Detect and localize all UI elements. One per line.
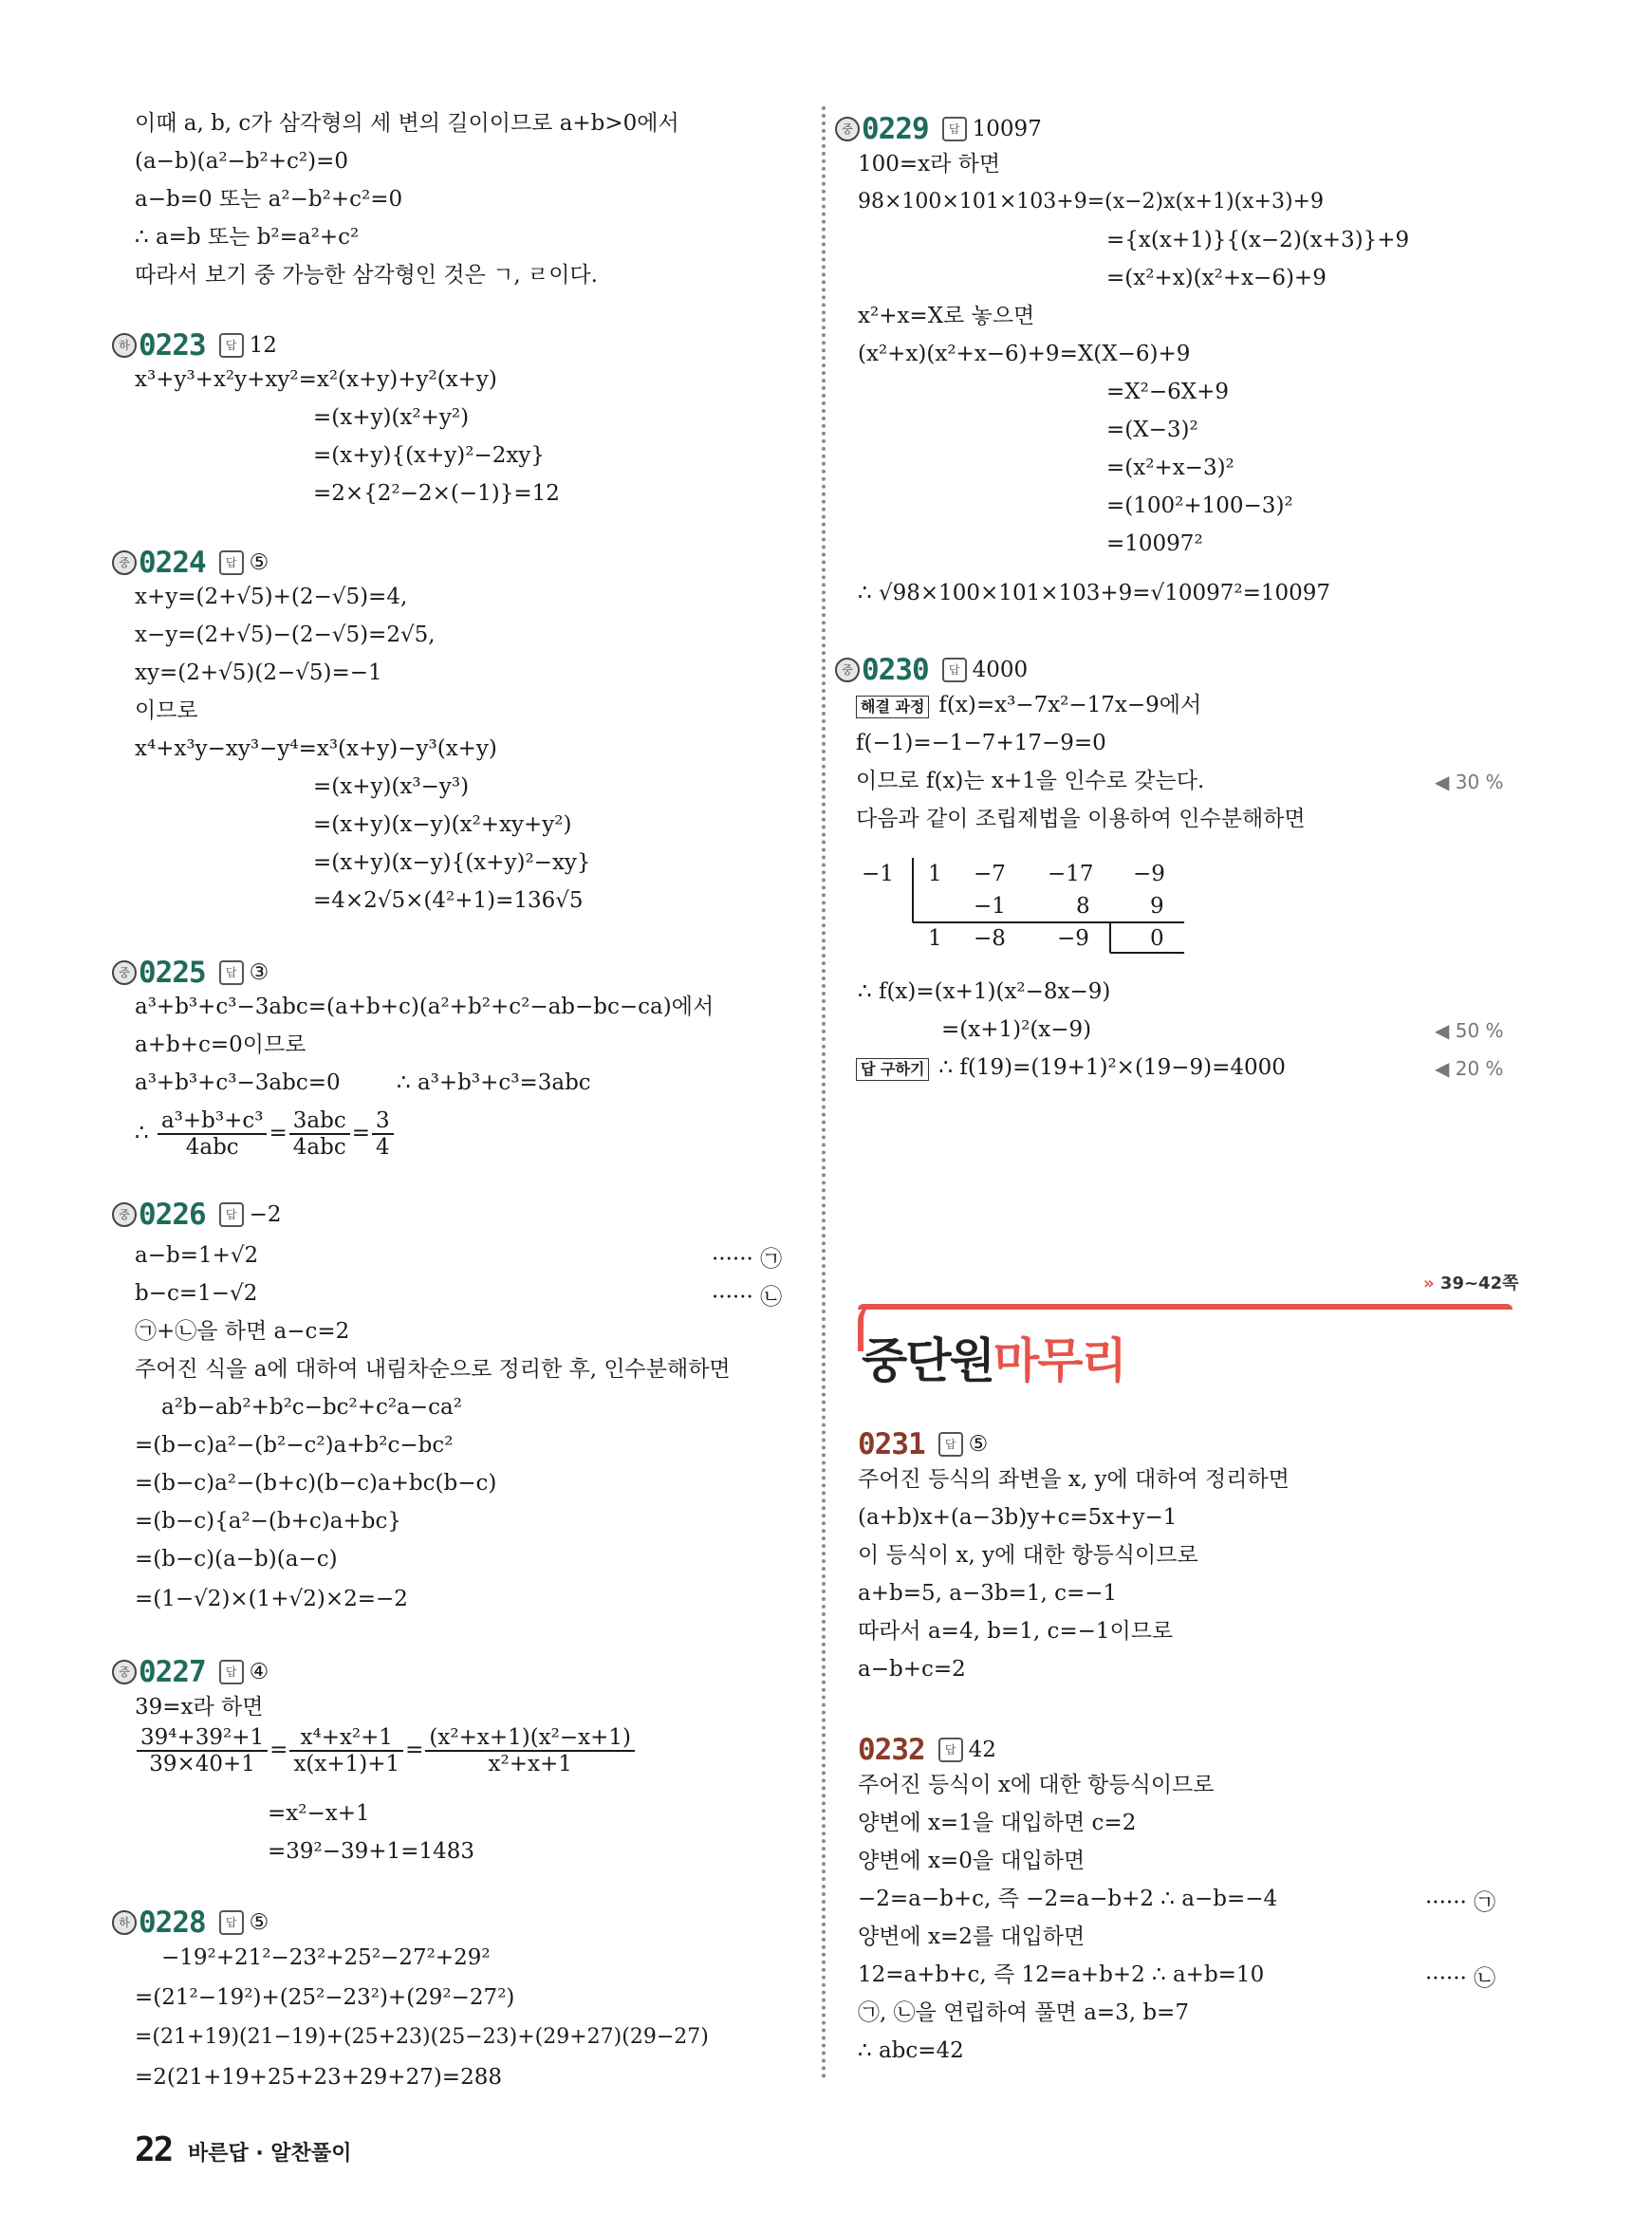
denominator: 4 [376, 1135, 390, 1160]
synthetic-cell: 9 [1150, 894, 1164, 919]
synthetic-division [862, 854, 1194, 958]
equation-ref: ······ ㉡ [1425, 1966, 1496, 1991]
section-title-part: 마무리 [993, 1333, 1125, 1388]
solution-line: 이므로 [135, 698, 198, 723]
answer-value: 12 [249, 333, 277, 358]
banner-line [858, 1304, 1513, 1310]
page-number: 22 [135, 2130, 173, 2169]
section-banner [858, 1296, 1513, 1388]
solution-line: =10097² [1106, 531, 1203, 556]
problem-number: 0230 [862, 653, 929, 687]
answer-value: 4000 [972, 658, 1029, 682]
solution-line: ∴ f(x)=(x+1)(x²−8x−9) [858, 979, 1111, 1004]
answer-icon: 답 [219, 550, 244, 575]
problem-header [112, 546, 269, 580]
synthetic-cell: −9 [1133, 862, 1165, 886]
solution-line: =(b−c)a²−(b+c)(b−c)a+bc(b−c) [135, 1471, 497, 1496]
answer-value: −2 [249, 1202, 282, 1227]
solution-line: 98×100×101×103+9=(x−2)x(x+1)(x+3)+9 [858, 190, 1324, 214]
solution-line: =(b−c)a²−(b²−c²)a+b²c−bc² [135, 1433, 454, 1458]
solution-line: =(1−√2)×(1+√2)×2=−2 [135, 1587, 408, 1611]
answer-icon: 답 [219, 333, 244, 358]
therefore-sign: ∴ [135, 1121, 149, 1145]
problem-header [858, 1733, 996, 1767]
level-icon: 중 [835, 117, 860, 141]
answer-value: ⑤ [249, 1910, 269, 1935]
score-percent: ◀ 20 % [1435, 1057, 1504, 1080]
solution-line: 주어진 등식의 좌변을 x, y에 대하여 정리하면 [858, 1467, 1290, 1492]
problem-number: 0226 [139, 1198, 206, 1232]
fraction [289, 1108, 350, 1160]
column-divider [822, 106, 826, 2080]
solution-line: 12=a+b+c, 즉 12=a+b+2 ∴ a+b=10 [858, 1962, 1265, 1987]
answer-value: 10097 [972, 117, 1042, 141]
problem-number: 0224 [139, 546, 206, 580]
solution-line: b−c=1−√2 [135, 1281, 258, 1306]
solution-line: a−b=1+√2 [135, 1243, 259, 1268]
problem-header [112, 328, 277, 363]
solution-line: x²+x=X로 놓으면 [858, 304, 1035, 328]
denominator: x²+x+1 [488, 1752, 572, 1776]
solution-line: =X²−6X+9 [1106, 380, 1230, 404]
intro-line: (a−b)(a²−b²+c²)=0 [135, 149, 349, 174]
solution-line: 양변에 x=1을 대입하면 c=2 [858, 1811, 1137, 1835]
intro-line: 이때 a, b, c가 삼각형의 세 변의 길이이므로 a+b>0에서 [135, 111, 679, 136]
solution-line: 주어진 식을 a에 대하여 내림차순으로 정리한 후, 인수분해하면 [135, 1357, 731, 1382]
problem-header [112, 956, 269, 990]
solution-line: −19²+21²−23²+25²−27²+29² [161, 1945, 491, 1970]
solution-line: =(x²+x)(x²+x−6)+9 [1106, 266, 1327, 290]
problem-header [835, 112, 1042, 146]
synthetic-cell: −1 [974, 894, 1006, 919]
double-chevron-icon: » [1423, 1274, 1435, 1293]
intro-line: ∴ a=b 또는 b²=a²+c² [135, 225, 360, 250]
solution-line: a+b+c=0이므로 [135, 1032, 306, 1057]
solution-line: 39=x라 하면 [135, 1695, 264, 1720]
fraction-line: ∴ $\frac{\text{a³+b³+c³}}{\text{4abc}}$ = $\frac{\text{3abc}}{\text{4abc}}$ = $\frac{3}{4}$ [135, 1108, 396, 1160]
equation-ref: ······ ㉠ [712, 1247, 783, 1272]
solution-line: a²b−ab²+b²c−bc²+c²a−ca² [161, 1395, 462, 1420]
solution-line: f(−1)=−1−7+17−9=0 [856, 731, 1106, 755]
equation-ref: ······ ㉡ [712, 1285, 783, 1310]
problem-header [112, 1198, 282, 1232]
fraction [137, 1725, 268, 1776]
solution-line: 주어진 등식이 x에 대한 항등식이므로 [858, 1773, 1215, 1797]
solution-text: f(x)=x³−7x²−17x−9에서 [938, 693, 1202, 717]
solution-line: a³+b³+c³−3abc=(a+b+c)(a²+b²+c²−ab−bc−ca)에서 [135, 995, 715, 1019]
solution-line: =2×{2²−2×(−1)}=12 [313, 481, 560, 506]
level-icon: 중 [835, 658, 860, 682]
solution-line: a+b=5, a−3b=1, c=−1 [858, 1581, 1118, 1606]
page-reference [1423, 1270, 1519, 1294]
answer-value: ③ [249, 960, 269, 985]
answer-icon: 답 [219, 1660, 244, 1684]
problem-number: 0227 [139, 1655, 206, 1689]
answer-value: ④ [249, 1660, 269, 1684]
synthetic-cell: 1 [928, 862, 942, 886]
synthetic-cell: 0 [1150, 926, 1164, 951]
solution-line: −2=a−b+c, 즉 −2=a−b+2 ∴ a−b=−4 [858, 1887, 1278, 1911]
solution-line: =(21+19)(21−19)+(25+23)(25−23)+(29+27)(29−27) [135, 2025, 709, 2049]
solution-line: a³+b³+c³−3abc=0 [135, 1070, 341, 1095]
denominator: 4abc [185, 1135, 239, 1160]
numerator: x⁴+x²+1 [289, 1725, 403, 1752]
numerator: 39⁴+39²+1 [137, 1725, 268, 1752]
solution-line: ㉠, ㉡을 연립하여 풀면 a=3, b=7 [858, 2000, 1189, 2025]
solution-line: 양변에 x=0을 대입하면 [858, 1849, 1086, 1873]
solution-line: x³+y³+x²y+xy²=x²(x+y)+y²(x+y) [135, 367, 497, 392]
solution-line: =(x+y){(x+y)²−2xy} [313, 443, 545, 468]
fraction [372, 1108, 394, 1160]
solution-line: =(b−c){a²−(b+c)a+bc} [135, 1509, 401, 1534]
solution-line: ∴ a³+b³+c³=3abc [397, 1070, 591, 1095]
step-tag: 해결 과정 [856, 696, 929, 718]
answer-icon: 답 [938, 1432, 963, 1457]
solution-line: 100=x라 하면 [858, 152, 1001, 177]
solution-line: =(x+y)(x²+y²) [313, 405, 470, 430]
solution-line [856, 691, 1201, 719]
level-icon: 하 [112, 333, 137, 358]
solution-line: =2(21+19+25+23+29+27)=288 [135, 2065, 502, 2090]
answer-value: ⑤ [968, 1432, 989, 1457]
page-reference-text: 39~42쪽 [1439, 1274, 1519, 1293]
solution-line: =(x²+x−3)² [1106, 456, 1234, 480]
level-icon: 중 [112, 550, 137, 575]
solution-text: ∴ f(19)=(19+1)²×(19−9)=4000 [938, 1055, 1286, 1080]
solution-line: 따라서 a=4, b=1, c=−1이므로 [858, 1619, 1174, 1644]
problem-number: 0228 [139, 1906, 206, 1940]
solution-line: 양변에 x=2를 대입하면 [858, 1925, 1086, 1949]
answer-value: 42 [968, 1738, 996, 1762]
solution-line: 이므로 f(x)는 x+1을 인수로 갖는다. [856, 769, 1205, 793]
answer-icon: 답 [219, 960, 244, 985]
denominator: x(x+1)+1 [293, 1752, 400, 1776]
solution-line: (a+b)x+(a−3b)y+c=5x+y−1 [858, 1505, 1178, 1530]
solution-line: ∴ √98×100×101×103+9=√10097²=10097 [858, 581, 1331, 605]
solution-line: x+y=(2+√5)+(2−√5)=4, [135, 585, 408, 609]
problem-number: 0223 [139, 328, 206, 363]
denominator: 4abc [292, 1135, 346, 1160]
level-icon: 중 [112, 960, 137, 985]
solution-line: x⁴+x³y−xy³−y⁴=x³(x+y)−y³(x+y) [135, 736, 497, 761]
answer-icon: 답 [219, 1910, 244, 1935]
solution-line: (x²+x)(x²+x−6)+9=X(X−6)+9 [858, 342, 1191, 366]
fraction [158, 1108, 268, 1160]
section-title [862, 1323, 1125, 1391]
solution-line: =(21²−19²)+(25²−23²)+(29²−27²) [135, 1985, 515, 2010]
synthetic-cell: −8 [974, 926, 1006, 951]
answer-icon: 답 [942, 658, 967, 682]
synthetic-root: −1 [862, 862, 894, 886]
numerator: 3 [372, 1108, 394, 1135]
problem-header [835, 653, 1028, 687]
intro-line: a−b=0 또는 a²−b²+c²=0 [135, 187, 403, 212]
solution-line: =(x+y)(x³−y³) [313, 774, 470, 799]
synthetic-cell: 8 [1076, 894, 1090, 919]
problem-number: 0232 [858, 1733, 925, 1767]
solution-line: =(x+1)²(x−9) [941, 1017, 1092, 1042]
solution-line: x−y=(2+√5)−(2−√5)=2√5, [135, 623, 436, 647]
numerator: 3abc [289, 1108, 350, 1135]
solution-line: ∴ abc=42 [858, 2038, 964, 2063]
solution-line: =(b−c)(a−b)(a−c) [135, 1547, 338, 1571]
equation-ref: ······ ㉠ [1425, 1890, 1496, 1915]
solution-line: ㉠+㉡을 하면 a−c=2 [135, 1319, 350, 1344]
level-icon: 중 [112, 1202, 137, 1227]
score-percent: ◀ 50 % [1435, 1019, 1504, 1042]
solution-line: 이 등식이 x, y에 대한 항등식이므로 [858, 1543, 1198, 1568]
synthetic-cell: −9 [1057, 926, 1089, 951]
problem-header [858, 1427, 988, 1461]
problem-number: 0229 [862, 112, 929, 146]
answer-value: ⑤ [249, 550, 269, 575]
problem-header [112, 1655, 269, 1689]
numerator: (x²+x+1)(x²−x+1) [425, 1725, 635, 1752]
fraction-line: $\frac{\text{39⁴+39²+1}}{39\times 40+1}$ = $\frac{\text{x⁴+x²+1}}{x(x+1)+1}$ = $\frac{\text{(x²+x+1)(x²−x+1)}}{\text{x²+x+1}}$ [135, 1725, 637, 1776]
problem-header [112, 1906, 269, 1940]
solution-line: =39²−39+1=1483 [268, 1839, 475, 1864]
problem-number: 0231 [858, 1427, 925, 1461]
solution-line: a−b+c=2 [858, 1657, 966, 1682]
level-icon: 중 [112, 1660, 137, 1684]
solution-line: =(100²+100−3)² [1106, 493, 1293, 518]
fraction [425, 1725, 635, 1776]
solution-line: =(x+y)(x−y)(x²+xy+y²) [313, 812, 572, 837]
solution-line [856, 1053, 1286, 1082]
fraction [289, 1725, 403, 1776]
intro-line: 따라서 보기 중 가능한 삼각형인 것은 ㄱ, ㄹ이다. [135, 263, 598, 288]
answer-icon: 답 [219, 1202, 244, 1227]
synthetic-cell: 1 [928, 926, 942, 951]
problem-number: 0225 [139, 956, 206, 990]
answer-icon: 답 [938, 1738, 963, 1762]
solution-line: 다음과 같이 조립제법을 이용하여 인수분해하면 [856, 807, 1306, 831]
solution-line: ={x(x+1)}{(x−2)(x+3)}+9 [1106, 228, 1410, 252]
level-icon: 하 [112, 1910, 137, 1935]
solution-line: xy=(2+√5)(2−√5)=−1 [135, 660, 382, 685]
solution-line: =4×2√5×(4²+1)=136√5 [313, 888, 584, 913]
numerator: a³+b³+c³ [158, 1108, 268, 1135]
book-title: 바른답 · 알찬풀이 [188, 2142, 352, 2166]
section-title-part: 중단원 [862, 1333, 993, 1388]
solution-line: =(x+y)(x−y){(x+y)²−xy} [313, 850, 591, 875]
score-percent: ◀ 30 % [1435, 771, 1504, 793]
answer-icon: 답 [942, 117, 967, 141]
solution-line: =(X−3)² [1106, 418, 1198, 442]
synthetic-cell: −7 [974, 862, 1006, 886]
denominator: 39×40+1 [149, 1752, 255, 1776]
step-tag: 답 구하기 [856, 1058, 929, 1081]
synthetic-cell: −17 [1048, 862, 1094, 886]
solution-line: =x²−x+1 [268, 1801, 370, 1826]
